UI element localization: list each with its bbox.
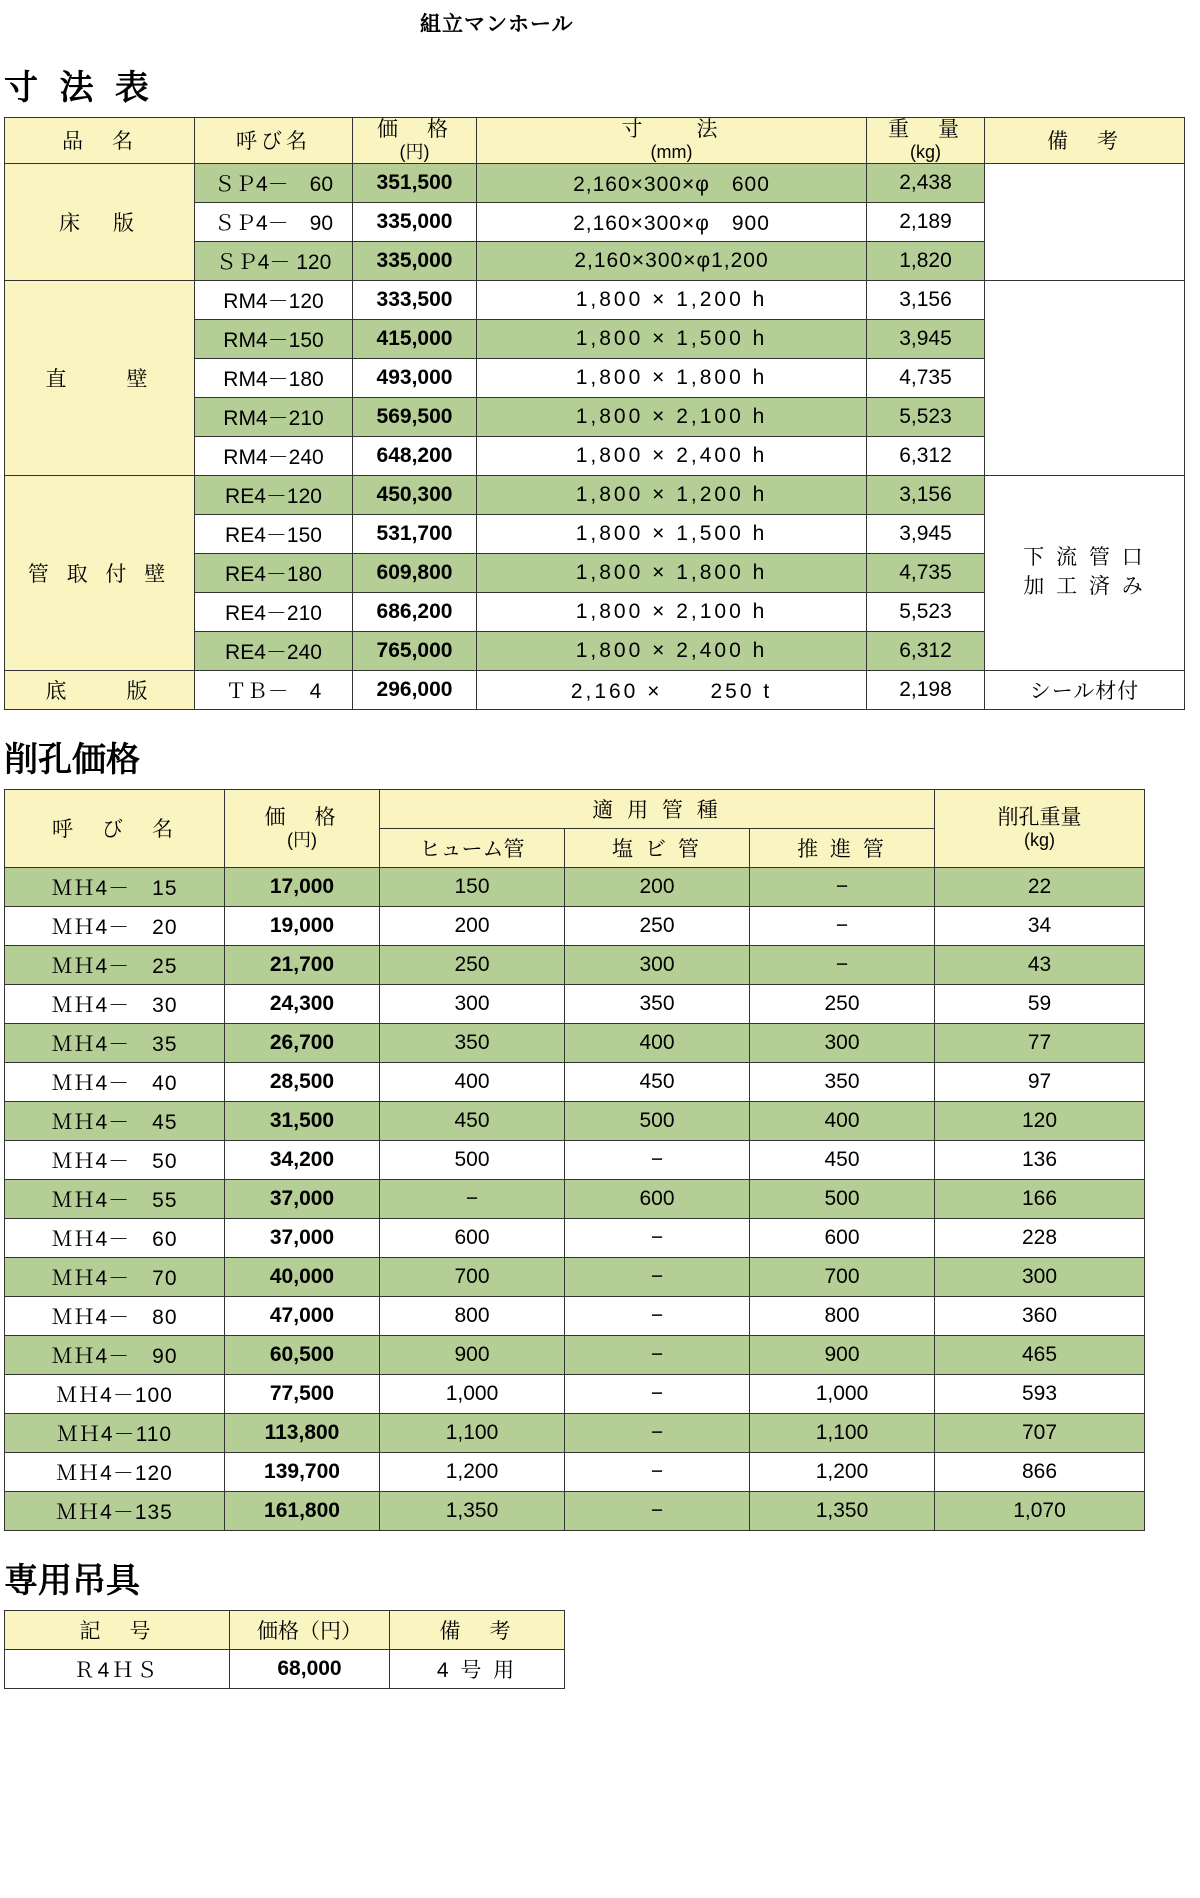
cell-hume: 1,200 [380,1452,565,1491]
cell-hume: 400 [380,1062,565,1101]
cell-size: 2,160×300×φ1,200 [477,241,867,280]
cell-price: 37,000 [225,1179,380,1218]
cell-hume: 900 [380,1335,565,1374]
table-row [5,1218,1145,1257]
cell-hume: 700 [380,1257,565,1296]
cell-model: RM4－180 [195,358,353,397]
cell-model: RM4－150 [195,319,353,358]
cell-jack: 450 [750,1140,935,1179]
cell-weight: 97 [935,1062,1145,1101]
cell-weight: 22 [935,867,1145,906]
table-row [5,475,1185,514]
group-name-base-slab: 底 版 [5,670,195,709]
cell-weight: 166 [935,1179,1145,1218]
table-row [5,280,1185,319]
cell-weight: 228 [935,1218,1145,1257]
cell-price: 26,700 [225,1023,380,1062]
cell-price: 335,000 [353,241,477,280]
cell-jack: 700 [750,1257,935,1296]
cell-weight: 4,735 [867,553,985,592]
cell-remark: 4 号 用 [390,1649,565,1688]
cell-model: ＳＰ4－ 90 [195,202,353,241]
header-pipe-jack: 推 進 管 [750,828,935,867]
cell-remark [985,475,1185,670]
cell-model: ＭＨ4－120 [5,1452,225,1491]
cell-model: ＭＨ4－ 80 [5,1296,225,1335]
cell-price: 450,300 [353,475,477,514]
cell-price: 19,000 [225,906,380,945]
cell-weight: 43 [935,945,1145,984]
cell-pvc: 250 [565,906,750,945]
remark-line-2: 加 工 済 み [1023,574,1146,598]
table-header-row [5,789,1145,828]
cell-weight: 3,945 [867,514,985,553]
table-row [5,1649,565,1688]
cell-hume: 600 [380,1218,565,1257]
cell-price: 68,000 [230,1649,390,1688]
cell-price: 17,000 [225,867,380,906]
cell-model: ＭＨ4－ 55 [5,1179,225,1218]
cell-price: 569,500 [353,397,477,436]
table-row [5,945,1145,984]
cell-size: 2,160×300×φ 600 [477,163,867,202]
cell-model: RM4－210 [195,397,353,436]
header-size-unit: (mm) [650,142,693,163]
cell-pvc: 600 [565,1179,750,1218]
cell-price: 113,800 [225,1413,380,1452]
cell-price: 47,000 [225,1296,380,1335]
table-row [5,1140,1145,1179]
header-model: 呼 び 名 [5,789,225,867]
cell-price: 21,700 [225,945,380,984]
cell-hume: 1,000 [380,1374,565,1413]
table-row [5,1452,1145,1491]
cell-model: ＭＨ4－ 45 [5,1101,225,1140]
table-row [5,1023,1145,1062]
cell-price: 765,000 [353,631,477,670]
cell-weight: 1,070 [935,1491,1145,1530]
lifting-tool-table [4,1610,565,1689]
cell-price: 609,800 [353,553,477,592]
table-row [5,1257,1145,1296]
cell-weight: 5,523 [867,592,985,631]
cell-jack: 1,200 [750,1452,935,1491]
table-row [5,1296,1145,1335]
cell-pvc: − [565,1218,750,1257]
cell-model: ＭＨ4－ 40 [5,1062,225,1101]
cell-jack: 300 [750,1023,935,1062]
cell-weight: 3,945 [867,319,985,358]
cell-model: ＳＰ4－ 60 [195,163,353,202]
cell-model: ＳＰ4－ 120 [195,241,353,280]
cell-hume: 200 [380,906,565,945]
cell-pvc: 350 [565,984,750,1023]
table-row [5,670,1185,709]
header-pipe-hume: ヒューム管 [380,828,565,867]
cell-model: ＴＢ－ 4 [195,670,353,709]
cell-weight: 6,312 [867,631,985,670]
cell-pvc: − [565,1413,750,1452]
cell-pvc: − [565,1335,750,1374]
group-name-straight-wall: 直 壁 [5,280,195,475]
cell-pvc: 200 [565,867,750,906]
cell-model: ＭＨ4－ 35 [5,1023,225,1062]
cell-model: ＭＨ4－135 [5,1491,225,1530]
cell-model: ＭＨ4－ 25 [5,945,225,984]
header-price-unit: (円) [287,830,317,851]
cell-pvc: − [565,1257,750,1296]
cell-weight: 6,312 [867,436,985,475]
header-remark: 備 考 [390,1610,565,1649]
cell-weight: 2,438 [867,163,985,202]
cell-price: 161,800 [225,1491,380,1530]
cell-price: 31,500 [225,1101,380,1140]
header-symbol: 記 号 [5,1610,230,1649]
cell-price: 648,200 [353,436,477,475]
cell-price: 24,300 [225,984,380,1023]
remark-line-1: 下 流 管 口 [1023,546,1146,570]
cell-size: 1,800 × 1,800 h [477,553,867,592]
cell-model: ＭＨ4－ 30 [5,984,225,1023]
cell-model: RM4－240 [195,436,353,475]
header-model: 呼び名 [195,118,353,164]
cell-hume: 1,100 [380,1413,565,1452]
document-title: 組立マンホール [420,13,574,36]
section-heading-dimensions: 寸 法 表 [4,69,155,107]
cell-model: RE4－240 [195,631,353,670]
header-size [477,118,867,164]
cell-hume: 1,350 [380,1491,565,1530]
cell-jack: 350 [750,1062,935,1101]
cell-size: 2,160×300×φ 900 [477,202,867,241]
cell-price: 351,500 [353,163,477,202]
header-drill-weight-label: 削孔重量 [997,805,1082,829]
table-row [5,984,1145,1023]
cell-price: 40,000 [225,1257,380,1296]
cell-price: 34,200 [225,1140,380,1179]
cell-hume: − [380,1179,565,1218]
cell-model: ＭＨ4－100 [5,1374,225,1413]
cell-size: 1,800 × 1,800 h [477,358,867,397]
cell-pvc: − [565,1491,750,1530]
cell-model: ＭＨ4－ 60 [5,1218,225,1257]
cell-size: 2,160 × 250 t [477,670,867,709]
table-row [5,163,1185,202]
cell-weight: 4,735 [867,358,985,397]
table-row [5,1491,1145,1530]
cell-hume: 450 [380,1101,565,1140]
cell-model: ＭＨ4－110 [5,1413,225,1452]
header-price [353,118,477,164]
cell-model: ＭＨ4－ 15 [5,867,225,906]
cell-price: 335,000 [353,202,477,241]
cell-model: ＭＨ4－ 50 [5,1140,225,1179]
cell-jack: 900 [750,1335,935,1374]
header-remark: 備 考 [985,118,1185,164]
cell-weight: 360 [935,1296,1145,1335]
cell-jack: − [750,867,935,906]
table-row [5,906,1145,945]
cell-model: ＭＨ4－ 20 [5,906,225,945]
header-price [225,789,380,867]
cell-pvc: − [565,1374,750,1413]
cell-price: 37,000 [225,1218,380,1257]
header-price-label: 価 格 [377,118,452,141]
cell-weight: 34 [935,906,1145,945]
header-pipe-group: 適 用 管 種 [380,789,935,828]
cell-hume: 300 [380,984,565,1023]
cell-size: 1,800 × 1,200 h [477,475,867,514]
cell-weight: 465 [935,1335,1145,1374]
cell-size: 1,800 × 2,400 h [477,436,867,475]
cell-model: RE4－150 [195,514,353,553]
cell-price: 296,000 [353,670,477,709]
cell-price: 333,500 [353,280,477,319]
cell-remark [985,163,1185,280]
cell-size: 1,800 × 2,100 h [477,397,867,436]
cell-jack: 600 [750,1218,935,1257]
cell-jack: 1,350 [750,1491,935,1530]
cell-jack: 400 [750,1101,935,1140]
cell-hume: 800 [380,1296,565,1335]
table-header-row [5,118,1185,164]
header-weight [867,118,985,164]
dimensions-table [4,117,1185,710]
cell-weight: 120 [935,1101,1145,1140]
cell-size: 1,800 × 1,500 h [477,514,867,553]
header-price-label: 価 格 [264,805,340,829]
cell-jack: − [750,906,935,945]
cell-weight: 2,189 [867,202,985,241]
cell-price: 60,500 [225,1335,380,1374]
header-price: 価格（円） [230,1610,390,1649]
cell-hume: 350 [380,1023,565,1062]
cell-jack: 1,100 [750,1413,935,1452]
cell-model: RM4－120 [195,280,353,319]
cell-weight: 5,523 [867,397,985,436]
cell-weight: 300 [935,1257,1145,1296]
cell-weight: 77 [935,1023,1145,1062]
cell-weight: 707 [935,1413,1145,1452]
table-row [5,1062,1145,1101]
table-header-row [5,1610,565,1649]
header-weight-unit: (kg) [910,142,941,163]
drilling-price-table [4,789,1145,1531]
cell-weight: 3,156 [867,475,985,514]
cell-price: 493,000 [353,358,477,397]
header-drill-weight-unit: (kg) [1024,830,1055,851]
cell-pvc: − [565,1452,750,1491]
table-row [5,1179,1145,1218]
cell-price: 28,500 [225,1062,380,1101]
group-name-pipe-wall: 管 取 付 壁 [5,475,195,670]
cell-weight: 1,820 [867,241,985,280]
cell-model: ＭＨ4－ 70 [5,1257,225,1296]
cell-remark [985,280,1185,475]
header-pipe-pvc: 塩 ビ 管 [565,828,750,867]
cell-size: 1,800 × 2,400 h [477,631,867,670]
cell-size: 1,800 × 2,100 h [477,592,867,631]
header-size-label: 寸 法 [621,118,722,141]
cell-pvc: 400 [565,1023,750,1062]
group-name-floor: 床 版 [5,163,195,280]
cell-hume: 150 [380,867,565,906]
cell-pvc: 450 [565,1062,750,1101]
cell-jack: 500 [750,1179,935,1218]
table-row [5,1374,1145,1413]
section-heading-drilling: 削孔価格 [4,740,140,779]
cell-size: 1,800 × 1,200 h [477,280,867,319]
cell-model: RE4－180 [195,553,353,592]
cell-pvc: 500 [565,1101,750,1140]
cell-jack: 800 [750,1296,935,1335]
cell-model: RE4－120 [195,475,353,514]
section-heading-lifting-tool: 専用吊具 [4,1561,140,1600]
table-row [5,867,1145,906]
cell-price: 415,000 [353,319,477,358]
cell-price: 77,500 [225,1374,380,1413]
cell-weight: 136 [935,1140,1145,1179]
header-price-unit: (円) [399,142,430,163]
cell-price: 139,700 [225,1452,380,1491]
cell-pvc: − [565,1140,750,1179]
cell-jack: 250 [750,984,935,1023]
cell-weight: 866 [935,1452,1145,1491]
cell-pvc: − [565,1296,750,1335]
cell-model: ＭＨ4－ 90 [5,1335,225,1374]
cell-symbol: Ｒ4ＨＳ [5,1649,230,1688]
cell-weight: 593 [935,1374,1145,1413]
cell-size: 1,800 × 1,500 h [477,319,867,358]
cell-remark: シール材付 [985,670,1185,709]
cell-weight: 59 [935,984,1145,1023]
cell-model: RE4－210 [195,592,353,631]
table-row [5,1335,1145,1374]
cell-weight: 2,198 [867,670,985,709]
header-drill-weight [935,789,1145,867]
table-row [5,1101,1145,1140]
cell-jack: − [750,945,935,984]
cell-hume: 250 [380,945,565,984]
cell-weight: 3,156 [867,280,985,319]
header-weight-label: 重 量 [888,118,963,141]
cell-hume: 500 [380,1140,565,1179]
cell-pvc: 300 [565,945,750,984]
cell-jack: 1,000 [750,1374,935,1413]
cell-price: 686,200 [353,592,477,631]
cell-price: 531,700 [353,514,477,553]
header-item: 品 名 [5,118,195,164]
table-row [5,1413,1145,1452]
